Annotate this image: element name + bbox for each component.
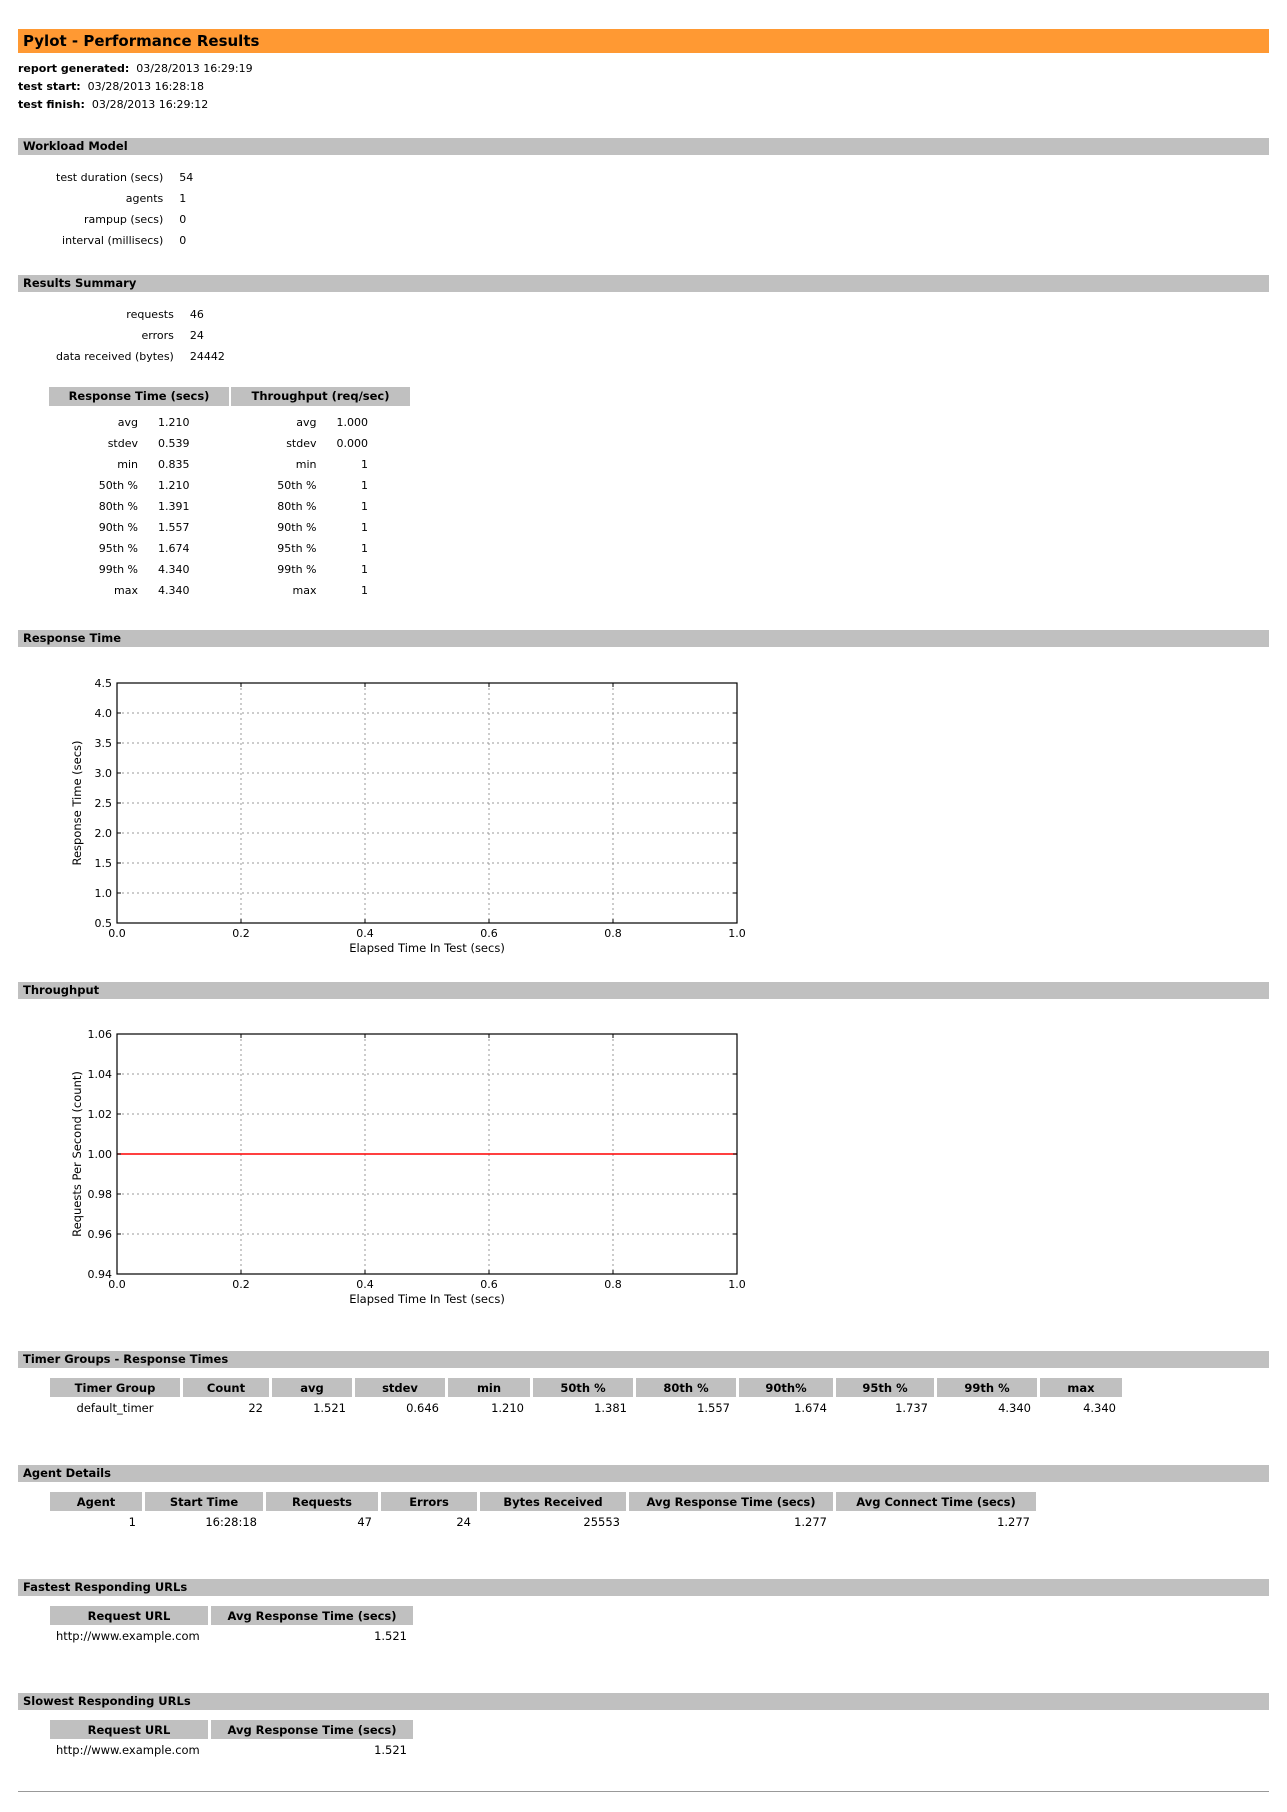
y-tick-label: 3.5	[94, 737, 112, 750]
summary-value: 46	[189, 308, 204, 321]
table-row	[50, 1397, 1122, 1419]
section-agent-details: Agent Details	[18, 1465, 1269, 1482]
y-axis-label: Requests Per Second (count)	[70, 1071, 84, 1237]
summary-label: data received (bytes)	[56, 350, 174, 363]
y-tick-label: 4.0	[94, 707, 112, 720]
column-header: Errors	[381, 1492, 477, 1511]
table-cell: 1.557	[697, 1401, 730, 1415]
table-cell: 0.646	[406, 1401, 439, 1415]
stat-value: 1.210	[158, 479, 190, 492]
fastest-urls-table	[47, 1606, 416, 1647]
x-tick-label: 0.6	[480, 1278, 498, 1291]
stat-value: 1	[361, 521, 368, 534]
workload-row	[56, 209, 193, 230]
table-cell: 16:28:18	[205, 1515, 257, 1529]
x-tick-label: 0.4	[356, 1278, 374, 1291]
table-cell: 1.521	[313, 1401, 346, 1415]
x-tick-label: 1.0	[728, 1278, 746, 1291]
y-tick-label: 1.00	[87, 1148, 112, 1161]
y-axis-label: Response Time (secs)	[70, 740, 84, 866]
table-cell: 1.737	[895, 1401, 928, 1415]
page-title: Pylot - Performance Results	[18, 29, 1269, 53]
response-time-header: Response Time (secs)	[49, 387, 229, 406]
stat-label: min	[117, 458, 138, 471]
table-cell: 25553	[583, 1515, 620, 1529]
stat-row	[252, 517, 382, 538]
table-cell: 1.674	[794, 1401, 827, 1415]
report-generated-label: report generated:	[18, 62, 130, 75]
slowest-urls-table	[47, 1720, 416, 1761]
stat-row	[70, 496, 200, 517]
stat-label: 80th %	[277, 500, 317, 513]
y-tick-label: 1.04	[87, 1068, 112, 1081]
workload-row	[56, 230, 193, 251]
column-header: Avg Response Time (secs)	[211, 1606, 413, 1625]
stat-value: 4.340	[158, 563, 190, 576]
column-header: Timer Group	[50, 1378, 180, 1397]
summary-table	[56, 304, 225, 367]
workload-row	[56, 167, 193, 188]
table-cell: 4.340	[998, 1401, 1031, 1415]
table-cell: 1.277	[997, 1515, 1030, 1529]
y-tick-label: 2.0	[94, 827, 112, 840]
column-header: Request URL	[50, 1606, 208, 1625]
workload-row	[56, 188, 193, 209]
column-header: avg	[272, 1378, 352, 1397]
column-header: stdev	[355, 1378, 445, 1397]
stat-label: 50th %	[98, 479, 138, 492]
stat-label: 90th %	[277, 521, 317, 534]
response-time-chart	[55, 665, 755, 965]
column-header: Avg Response Time (secs)	[211, 1720, 413, 1739]
summary-label: errors	[141, 329, 174, 342]
stat-label: max	[292, 584, 317, 597]
table-cell: default_timer	[76, 1401, 154, 1415]
column-header: min	[448, 1378, 530, 1397]
section-slowest-urls: Slowest Responding URLs	[18, 1693, 1269, 1710]
report-generated	[18, 62, 253, 75]
stat-value: 4.340	[158, 584, 190, 597]
y-tick-label: 0.5	[94, 917, 112, 930]
stat-row	[252, 412, 382, 433]
stat-label: 90th %	[98, 521, 138, 534]
stat-label: 80th %	[98, 500, 138, 513]
column-header: Agent	[50, 1492, 142, 1511]
section-fastest-urls: Fastest Responding URLs	[18, 1579, 1269, 1596]
footer-divider	[18, 1791, 1269, 1792]
column-header: Avg Response Time (secs)	[629, 1492, 833, 1511]
summary-label: requests	[126, 308, 174, 321]
stat-label: 99th %	[98, 563, 138, 576]
summary-row	[56, 325, 225, 346]
workload-label: test duration (secs)	[56, 171, 164, 184]
summary-row	[56, 304, 225, 325]
throughput-chart	[55, 1016, 755, 1316]
stat-value: 0.000	[336, 437, 368, 450]
column-header: Count	[183, 1378, 269, 1397]
throughput-stats-table	[252, 412, 382, 601]
url-link[interactable]: http://www.example.com	[56, 1629, 200, 1643]
stat-row	[252, 496, 382, 517]
stat-value: 0.835	[158, 458, 190, 471]
stat-row	[70, 475, 200, 496]
stat-value: 0.539	[158, 437, 190, 450]
y-tick-label: 1.0	[94, 887, 112, 900]
workload-value: 1	[179, 192, 187, 205]
workload-value: 54	[179, 171, 194, 184]
table-cell: 24	[456, 1515, 471, 1529]
stat-row	[70, 433, 200, 454]
test-finish	[18, 98, 208, 111]
test-finish-label: test finish:	[18, 98, 85, 111]
table-cell: 22	[248, 1401, 263, 1415]
timer-groups-table	[47, 1378, 1125, 1419]
column-header: 95th %	[836, 1378, 934, 1397]
stat-row	[252, 475, 382, 496]
agent-details-table	[47, 1492, 1039, 1533]
column-header: Requests	[266, 1492, 378, 1511]
throughput-header: Throughput (req/sec)	[231, 387, 410, 406]
table-cell: 1.277	[794, 1515, 827, 1529]
table-header-row	[50, 1720, 413, 1739]
summary-row	[56, 346, 225, 367]
table-row	[50, 1739, 413, 1761]
stat-value: 1	[361, 584, 368, 597]
stat-row	[70, 538, 200, 559]
report-generated-value: 03/28/2013 16:29:19	[136, 62, 253, 75]
column-header: 80th %	[636, 1378, 736, 1397]
y-tick-label: 4.5	[94, 677, 112, 690]
workload-label: agents	[125, 192, 164, 205]
column-header: 99th %	[937, 1378, 1037, 1397]
response-stats-table	[70, 412, 200, 601]
column-header: Start Time	[145, 1492, 263, 1511]
stat-label: avg	[296, 416, 317, 429]
y-tick-label: 1.5	[94, 857, 112, 870]
x-axis-label: Elapsed Time In Test (secs)	[349, 1292, 505, 1306]
x-tick-label: 0.0	[108, 927, 126, 940]
stat-row	[70, 454, 200, 475]
test-start	[18, 80, 204, 93]
section-timer-groups: Timer Groups - Response Times	[18, 1351, 1269, 1368]
stat-label: 50th %	[277, 479, 317, 492]
stat-row	[70, 580, 200, 601]
y-tick-label: 2.5	[94, 797, 112, 810]
y-tick-label: 1.06	[87, 1028, 112, 1041]
table-header-row	[50, 1492, 1036, 1511]
summary-value: 24	[189, 329, 204, 342]
x-tick-label: 0.2	[232, 927, 250, 940]
stat-row	[70, 517, 200, 538]
table-cell: 1.210	[491, 1401, 524, 1415]
stat-row	[252, 433, 382, 454]
x-tick-label: 0.8	[604, 1278, 622, 1291]
stat-label: max	[114, 584, 138, 597]
y-tick-label: 3.0	[94, 767, 112, 780]
x-tick-label: 0.2	[232, 1278, 250, 1291]
table-cell: 1.521	[374, 1629, 407, 1643]
stat-value: 1	[361, 479, 368, 492]
table-header-row	[50, 1606, 413, 1625]
column-header: 50th %	[533, 1378, 633, 1397]
workload-value: 0	[179, 234, 187, 247]
stat-row	[252, 454, 382, 475]
table-cell: 1.381	[594, 1401, 627, 1415]
y-tick-label: 0.94	[87, 1268, 112, 1281]
stat-value: 1.000	[336, 416, 368, 429]
stat-value: 1	[361, 458, 368, 471]
stat-value: 1.557	[158, 521, 190, 534]
stat-label: stdev	[286, 437, 317, 450]
table-cell: 47	[357, 1515, 372, 1529]
x-tick-label: 0.0	[108, 1278, 126, 1291]
test-start-value: 03/28/2013 16:28:18	[87, 80, 204, 93]
table-cell: 4.340	[1083, 1401, 1116, 1415]
workload-value: 0	[179, 213, 187, 226]
stat-row	[70, 412, 200, 433]
y-tick-label: 0.96	[87, 1228, 112, 1241]
table-cell: 1.521	[374, 1743, 407, 1757]
test-start-label: test start:	[18, 80, 81, 93]
stat-row	[252, 559, 382, 580]
section-results-summary: Results Summary	[18, 275, 1269, 292]
stat-label: min	[295, 458, 317, 471]
x-tick-label: 0.8	[604, 927, 622, 940]
summary-value: 24442	[189, 350, 225, 363]
table-row	[50, 1511, 1036, 1533]
table-header-row	[50, 1378, 1122, 1397]
stat-value: 1	[361, 563, 368, 576]
stat-row	[252, 538, 382, 559]
url-link[interactable]: http://www.example.com	[56, 1743, 200, 1757]
stat-value: 1.391	[158, 500, 190, 513]
stat-label: stdev	[107, 437, 138, 450]
stat-value: 1	[361, 500, 368, 513]
section-response-time: Response Time	[18, 630, 1269, 647]
x-tick-label: 0.6	[480, 927, 498, 940]
stat-label: 99th %	[277, 563, 317, 576]
stat-label: 95th %	[98, 542, 138, 555]
stat-label: avg	[117, 416, 138, 429]
stat-label: 95th %	[277, 542, 317, 555]
y-tick-label: 0.98	[87, 1188, 112, 1201]
column-header: Bytes Received	[480, 1492, 626, 1511]
section-workload-model: Workload Model	[18, 138, 1269, 155]
table-row	[50, 1625, 413, 1647]
workload-label: rampup (secs)	[84, 213, 164, 226]
stat-value: 1.210	[158, 416, 190, 429]
test-finish-value: 03/28/2013 16:29:12	[91, 98, 209, 111]
x-tick-label: 0.4	[356, 927, 374, 940]
x-tick-label: 1.0	[728, 927, 746, 940]
y-tick-label: 1.02	[87, 1108, 112, 1121]
stat-value: 1	[361, 542, 368, 555]
column-header: Request URL	[50, 1720, 208, 1739]
column-header: 90th%	[739, 1378, 833, 1397]
section-throughput: Throughput	[18, 982, 1269, 999]
stat-row	[70, 559, 200, 580]
workload-table	[56, 167, 193, 251]
workload-label: interval (millisecs)	[62, 234, 164, 247]
table-cell: 1	[128, 1515, 136, 1529]
stat-value: 1.674	[158, 542, 190, 555]
stat-row	[252, 580, 382, 601]
x-axis-label: Elapsed Time In Test (secs)	[349, 941, 505, 955]
column-header: max	[1040, 1378, 1122, 1397]
column-header: Avg Connect Time (secs)	[836, 1492, 1036, 1511]
